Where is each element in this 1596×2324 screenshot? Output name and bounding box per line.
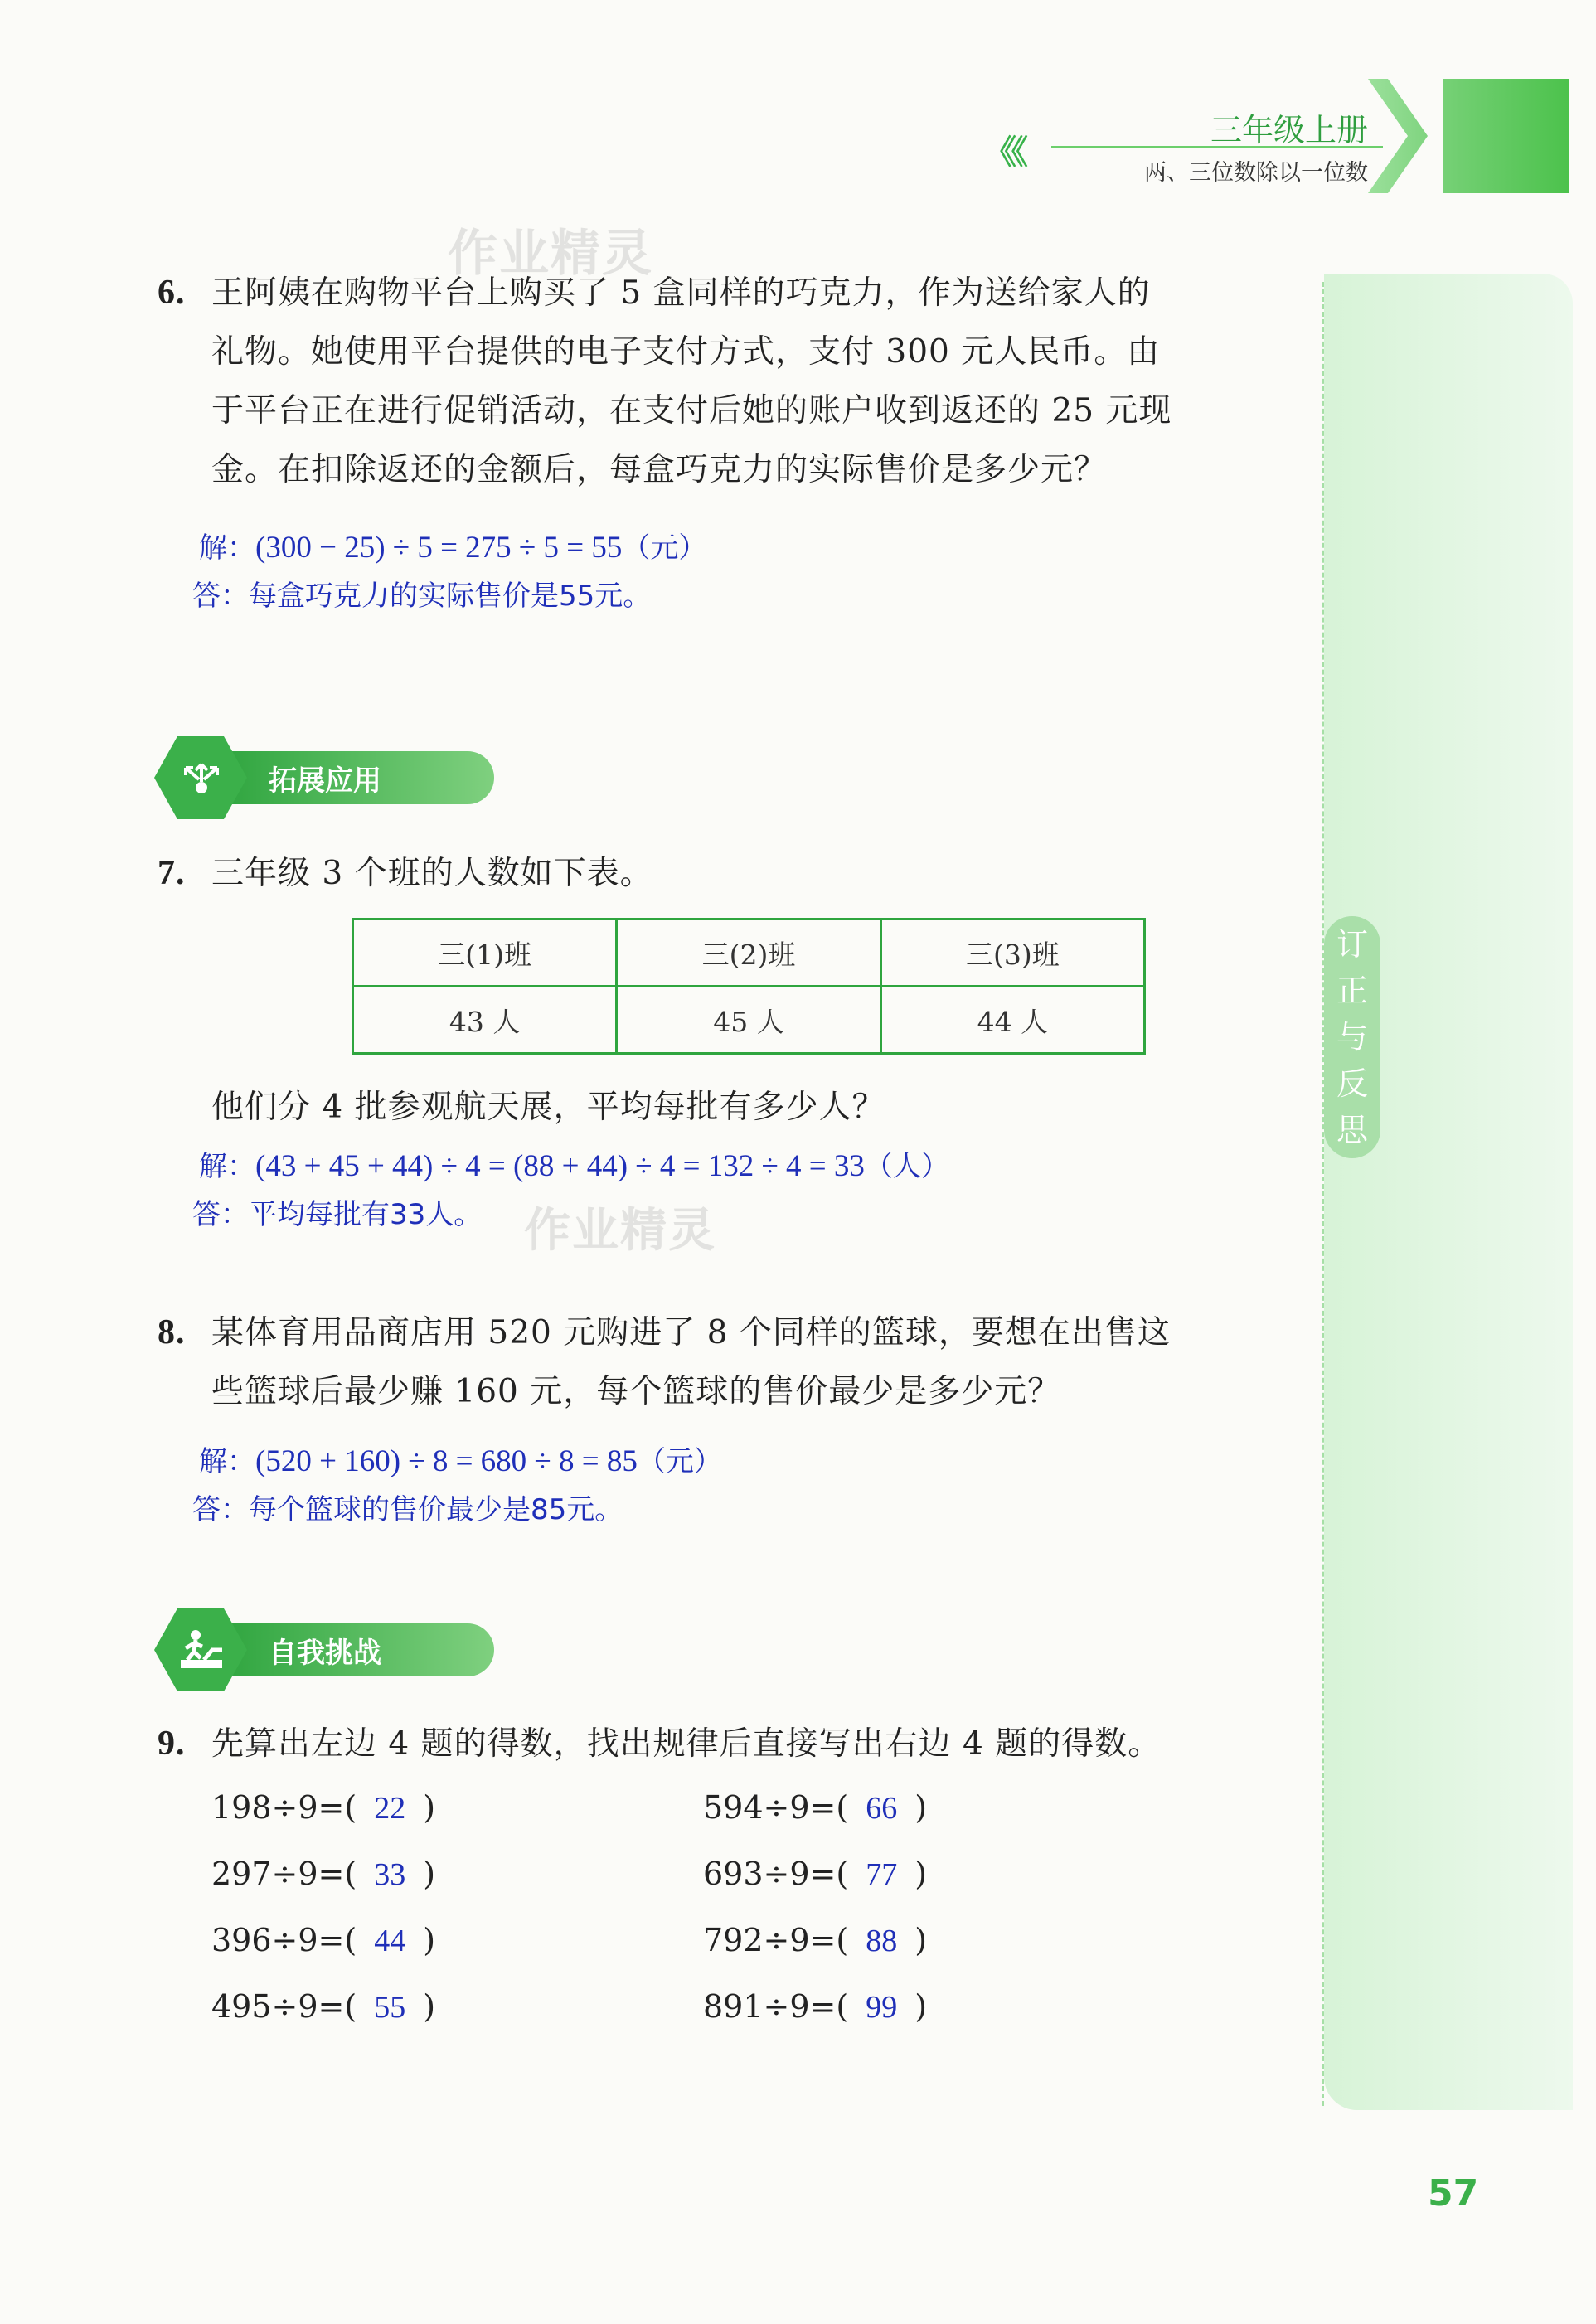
- margin-label-char: 正: [1336, 973, 1368, 1009]
- notes-margin: [1324, 274, 1573, 2110]
- question-7-solution: 解：(43 + 45 + 44) ÷ 4 = (88 + 44) ÷ 4 = 132 ÷ 4 = 33（人）: [199, 1149, 949, 1183]
- question-7-answer: 答：平均每批有33人。: [192, 1198, 483, 1231]
- question-8-text: [211, 1303, 1322, 1421]
- question-line: 礼物。她使用平台提供的电子支付方式，支付 300 元人民币。由: [211, 333, 1161, 371]
- margin-label-char: 与: [1336, 1019, 1368, 1055]
- question-8-number: 8.: [158, 1313, 186, 1351]
- equation-right-3: 792÷9=( 88 ): [703, 1922, 928, 1958]
- question-8-answer: 答：每个篮球的售价最少是85元。: [192, 1493, 623, 1526]
- section-title: 自我挑战: [269, 1637, 381, 1670]
- equation-left-2: 297÷9=( 33 ): [211, 1856, 436, 1892]
- class-size-table: [352, 918, 1146, 1055]
- question-9-stem: 先算出左边 4 题的得数，找出规律后直接写出右边 4 题的得数。: [211, 1725, 1162, 1763]
- question-6-text: [211, 264, 1322, 499]
- table-cell: 43 人: [353, 987, 617, 1054]
- question-line: 王阿姨在购物平台上购买了 5 盒同样的巧克力，作为送给家人的: [211, 274, 1151, 312]
- equation-right-1: 594÷9=( 66 ): [703, 1789, 928, 1826]
- watermark: 作业精灵: [524, 1204, 716, 1258]
- margin-label-char: 反: [1336, 1065, 1368, 1102]
- table-cell: 45 人: [617, 987, 880, 1054]
- equation-right-4: 891÷9=( 99 ): [703, 1988, 928, 2025]
- table-row: [353, 987, 1145, 1054]
- equation-right-2: 693÷9=( 77 ): [703, 1856, 928, 1892]
- page-number: 57: [1428, 2172, 1479, 2215]
- question-7-stem: 三年级 3 个班的人数如下表。: [211, 855, 653, 892]
- equation-left-4: 495÷9=( 55 ): [211, 1988, 436, 2025]
- chapter-title: 两、三位数除以一位数: [1144, 160, 1368, 186]
- margin-label: [1324, 916, 1380, 1158]
- table-header-cell: 三(1)班: [353, 919, 617, 987]
- climbing-person-icon: [179, 1627, 224, 1671]
- section-badge-extension: [154, 736, 502, 819]
- question-7-number: 7.: [158, 854, 186, 892]
- double-left-arrows-icon: 《《: [983, 133, 1023, 172]
- table-header-cell: 三(3)班: [880, 919, 1144, 987]
- section-badge-challenge: [154, 1608, 502, 1691]
- question-6-number: 6.: [158, 274, 186, 312]
- question-line: 于平台正在进行促销活动，在支付后她的账户收到返还的 25 元现: [211, 392, 1172, 429]
- question-7-question: 他们分 4 批参观航天展，平均每批有多少人？: [211, 1089, 885, 1126]
- question-line: 些篮球后最少赚 160 元，每个篮球的售价最少是多少元？: [211, 1373, 1061, 1410]
- grade-title: 三年级上册: [1210, 112, 1368, 148]
- question-line: 某体育用品商店用 520 元购进了 8 个同样的篮球，要想在出售这: [211, 1314, 1171, 1351]
- margin-label-char: 思: [1336, 1112, 1368, 1148]
- branch-arrows-icon: [179, 754, 224, 799]
- margin-label-char: 订: [1336, 926, 1368, 963]
- table-header-cell: 三(2)班: [617, 919, 880, 987]
- question-8-solution: 解：(520 + 160) ÷ 8 = 680 ÷ 8 = 85（元）: [199, 1444, 722, 1478]
- equation-left-3: 396÷9=( 44 ): [211, 1922, 436, 1958]
- table-cell: 44 人: [880, 987, 1144, 1054]
- margin-dashed-line: [1322, 282, 1324, 2106]
- section-title: 拓展应用: [269, 764, 381, 798]
- table-row: [353, 919, 1145, 987]
- watermark: 作业精灵: [448, 225, 653, 283]
- header-band-mask: [1368, 79, 1443, 193]
- question-line: 金。在扣除返还的金额后，每盒巧克力的实际售价是多少元？: [211, 451, 1108, 488]
- question-9-number: 9.: [158, 1725, 186, 1763]
- question-6-answer: 答：每盒巧克力的实际售价是55元。: [192, 580, 652, 613]
- question-6-solution: 解：(300 − 25) ÷ 5 = 275 ÷ 5 = 55（元）: [199, 531, 707, 565]
- equation-left-1: 198÷9=( 22 ): [211, 1789, 436, 1826]
